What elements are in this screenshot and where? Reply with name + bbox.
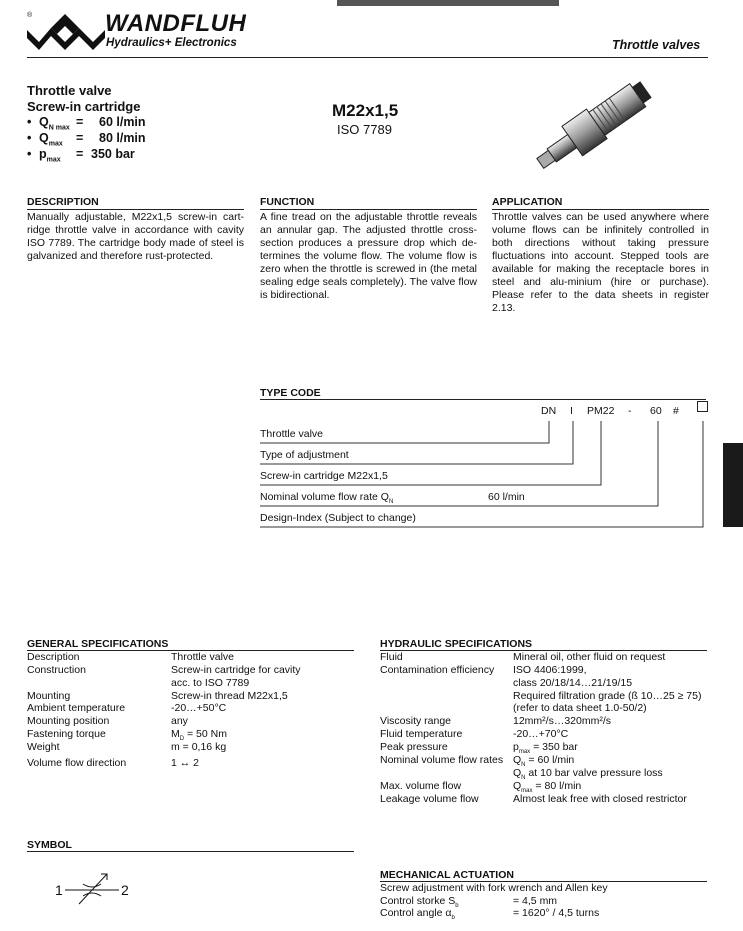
hydraulic-specs-section bbox=[380, 638, 707, 651]
spec-value: Almost leak free with closed restrictor bbox=[513, 793, 687, 805]
spec-eq: = bbox=[76, 131, 84, 145]
symbol-port-2: 2 bbox=[121, 882, 129, 898]
spec-value: $Q_N = 60$ l/min bbox=[513, 754, 575, 769]
symbol-port-1: 1 bbox=[55, 882, 63, 898]
mech-value: = 1620° / 4,5 turns bbox=[513, 907, 600, 919]
spec-value: 350 bar bbox=[91, 147, 135, 161]
mechanical-section bbox=[380, 869, 707, 882]
type-code-box bbox=[697, 401, 708, 412]
general-specs-heading: GENERAL SPECIFICATIONS bbox=[27, 638, 354, 651]
spec-value: Throttle valve bbox=[171, 651, 235, 663]
type-code-part: DN bbox=[541, 405, 557, 417]
spec-value: class 20/18/14…21/19/15 bbox=[513, 677, 633, 689]
spec-value: Required filtration grade (ß 10…25 ≥ 75) bbox=[513, 690, 702, 702]
spec-value: -20…+50°C bbox=[171, 702, 227, 714]
type-code-part: 60 bbox=[650, 405, 662, 417]
mech-value: = 4,5 mm bbox=[513, 895, 558, 907]
spec-symbol: p bbox=[39, 147, 47, 161]
symbol-section bbox=[27, 839, 354, 852]
general-specs-section bbox=[27, 638, 354, 651]
type-code-row bbox=[260, 491, 706, 512]
spec-key: Construction bbox=[27, 664, 86, 676]
function-heading: FUNCTION bbox=[260, 196, 477, 210]
spec-value: -20…+70°C bbox=[513, 728, 569, 740]
function-text: A fine tread on the adjustable throttle reveals an annular gap. The adjusted throttle cross-section produces a pressure drop which de-termines the volume flow. The volume flow is zero when the throttle is screwed in (the metal sealing edge seals completely). The valve flow is bidirectional. bbox=[260, 211, 477, 301]
type-code-part: - bbox=[628, 405, 632, 417]
spec-value: m = 0,16 kg bbox=[171, 741, 227, 753]
spec-key: Mounting bbox=[27, 690, 71, 702]
type-code-row bbox=[260, 470, 706, 491]
spec-value: any bbox=[171, 715, 188, 727]
spec-value: Screw-in cartridge for cavity bbox=[171, 664, 301, 676]
spec-value: $Q_{max} = 80$ l/min bbox=[513, 780, 582, 795]
product-title-line1: Throttle valve bbox=[27, 83, 112, 98]
mechanical-heading: MECHANICAL ACTUATION bbox=[380, 869, 707, 882]
throttle-symbol-icon bbox=[65, 870, 125, 910]
spec-value: Screw-in thread M22x1,5 bbox=[171, 690, 288, 702]
type-code-heading: TYPE CODE bbox=[260, 387, 706, 400]
description-section bbox=[27, 196, 244, 263]
spec-value: $Q_N$ at 10 bar valve pressure loss bbox=[513, 767, 663, 782]
spec-value: 80 l/min bbox=[99, 131, 146, 145]
header-divider bbox=[27, 57, 708, 58]
spec-value: $M_D = 50$ Nm bbox=[171, 728, 227, 743]
spec-key: Ambient temperature bbox=[27, 702, 126, 714]
logo-subtitle: Hydraulics+ Electronics bbox=[106, 37, 237, 49]
application-section bbox=[492, 196, 709, 315]
spec-key: Leakage volume flow bbox=[380, 793, 479, 805]
spec-key: Viscosity range bbox=[380, 715, 452, 727]
spec-value: 1 ↔ 2 bbox=[171, 757, 200, 769]
logo-registered: ® bbox=[27, 12, 33, 19]
product-title bbox=[27, 83, 140, 115]
spec-sub: max bbox=[48, 140, 63, 148]
spec-value: $p_{max} = 350$ bar bbox=[513, 741, 578, 756]
type-code-label: Design-Index (Subject to change) bbox=[260, 512, 416, 524]
type-code-part: PM22 bbox=[587, 405, 615, 417]
mech-key: Screw adjustment with fork wrench and Allen key bbox=[380, 882, 608, 894]
spec-key: Peak pressure bbox=[380, 741, 448, 753]
description-text: Manually adjustable, M22x1,5 screw-in cart-ridge throttle valve in accordance with cavity ISO 7789. The cartridge body made of steel is galvanized and therefore rust-protected. bbox=[27, 211, 244, 262]
spec-key: Fastening torque bbox=[27, 728, 106, 740]
application-heading: APPLICATION bbox=[492, 196, 709, 210]
type-code-part: I bbox=[570, 405, 573, 417]
spec-key: Volume flow direction bbox=[27, 757, 127, 769]
mech-key: Control storke $S_b$ bbox=[380, 895, 459, 910]
register-tab bbox=[723, 443, 743, 527]
hydraulic-specs-heading: HYDRAULIC SPECIFICATIONS bbox=[380, 638, 707, 651]
iso-standard: ISO 7789 bbox=[337, 122, 392, 137]
spec-sub: max bbox=[46, 156, 61, 164]
spec-eq: = bbox=[76, 147, 84, 161]
type-code-label: Type of adjustment bbox=[260, 449, 349, 461]
spec-value: 12mm²/s…320mm²/s bbox=[513, 715, 612, 727]
thread-size: M22x1,5 bbox=[332, 101, 399, 120]
type-code-label: Throttle valve bbox=[260, 428, 324, 440]
type-code-row bbox=[260, 428, 706, 449]
type-code-row bbox=[260, 512, 706, 533]
spec-eq: = bbox=[76, 115, 84, 129]
category-title: Throttle valves bbox=[612, 38, 701, 52]
type-code-label: Screw-in cartridge M22x1,5 bbox=[260, 470, 388, 482]
spec-value: 60 l/min bbox=[99, 115, 146, 129]
spec-key: Nominal volume flow rates bbox=[380, 754, 504, 766]
spec-key: Contamination efficiency bbox=[380, 664, 495, 676]
wandfluh-logo-icon bbox=[27, 12, 107, 52]
logo-name: WANDFLUH bbox=[105, 10, 247, 37]
type-code-part: # bbox=[673, 405, 679, 417]
spec-sub: N max bbox=[48, 124, 70, 132]
type-code-sub: N bbox=[388, 499, 394, 506]
spec-key: Fluid temperature bbox=[380, 728, 463, 740]
spec-symbol: Q bbox=[39, 115, 49, 129]
symbol-heading: SYMBOL bbox=[27, 839, 354, 852]
spec-key: Fluid bbox=[380, 651, 403, 663]
spec-value: ISO 4406:1999, bbox=[513, 664, 587, 676]
function-section bbox=[260, 196, 477, 302]
spec-value: (refer to data sheet 1.0-50/2) bbox=[513, 702, 647, 714]
spec-key: Max. volume flow bbox=[380, 780, 462, 792]
top-bar bbox=[337, 0, 559, 6]
mech-key: Control angle $\alpha_b$ bbox=[380, 907, 455, 922]
spec-key: Mounting position bbox=[27, 715, 110, 727]
type-code-row bbox=[260, 449, 706, 470]
spec-key: Weight bbox=[27, 741, 60, 753]
spec-key: Description bbox=[27, 651, 80, 663]
product-title-line2: Screw-in cartridge bbox=[27, 99, 141, 114]
application-text: Throttle valves can be used anywhere where volume flows can be infinitely controlled in both directions without taking pressure fluctuations into account. Stepped tools are available for making the receptacle bores in steel and alu-minium (hire or purchase). Please refer to the data sheets in register 2.13. bbox=[492, 211, 709, 314]
description-heading: DESCRIPTION bbox=[27, 196, 244, 210]
spec-value: acc. to ISO 7789 bbox=[171, 677, 250, 689]
type-code-value: 60 l/min bbox=[488, 491, 525, 503]
cartridge-valve-image bbox=[525, 80, 665, 180]
type-code-label: Nominal volume flow rate Q bbox=[260, 491, 389, 503]
spec-symbol: Q bbox=[39, 131, 49, 145]
spec-value: Mineral oil, other fluid on request bbox=[513, 651, 666, 663]
